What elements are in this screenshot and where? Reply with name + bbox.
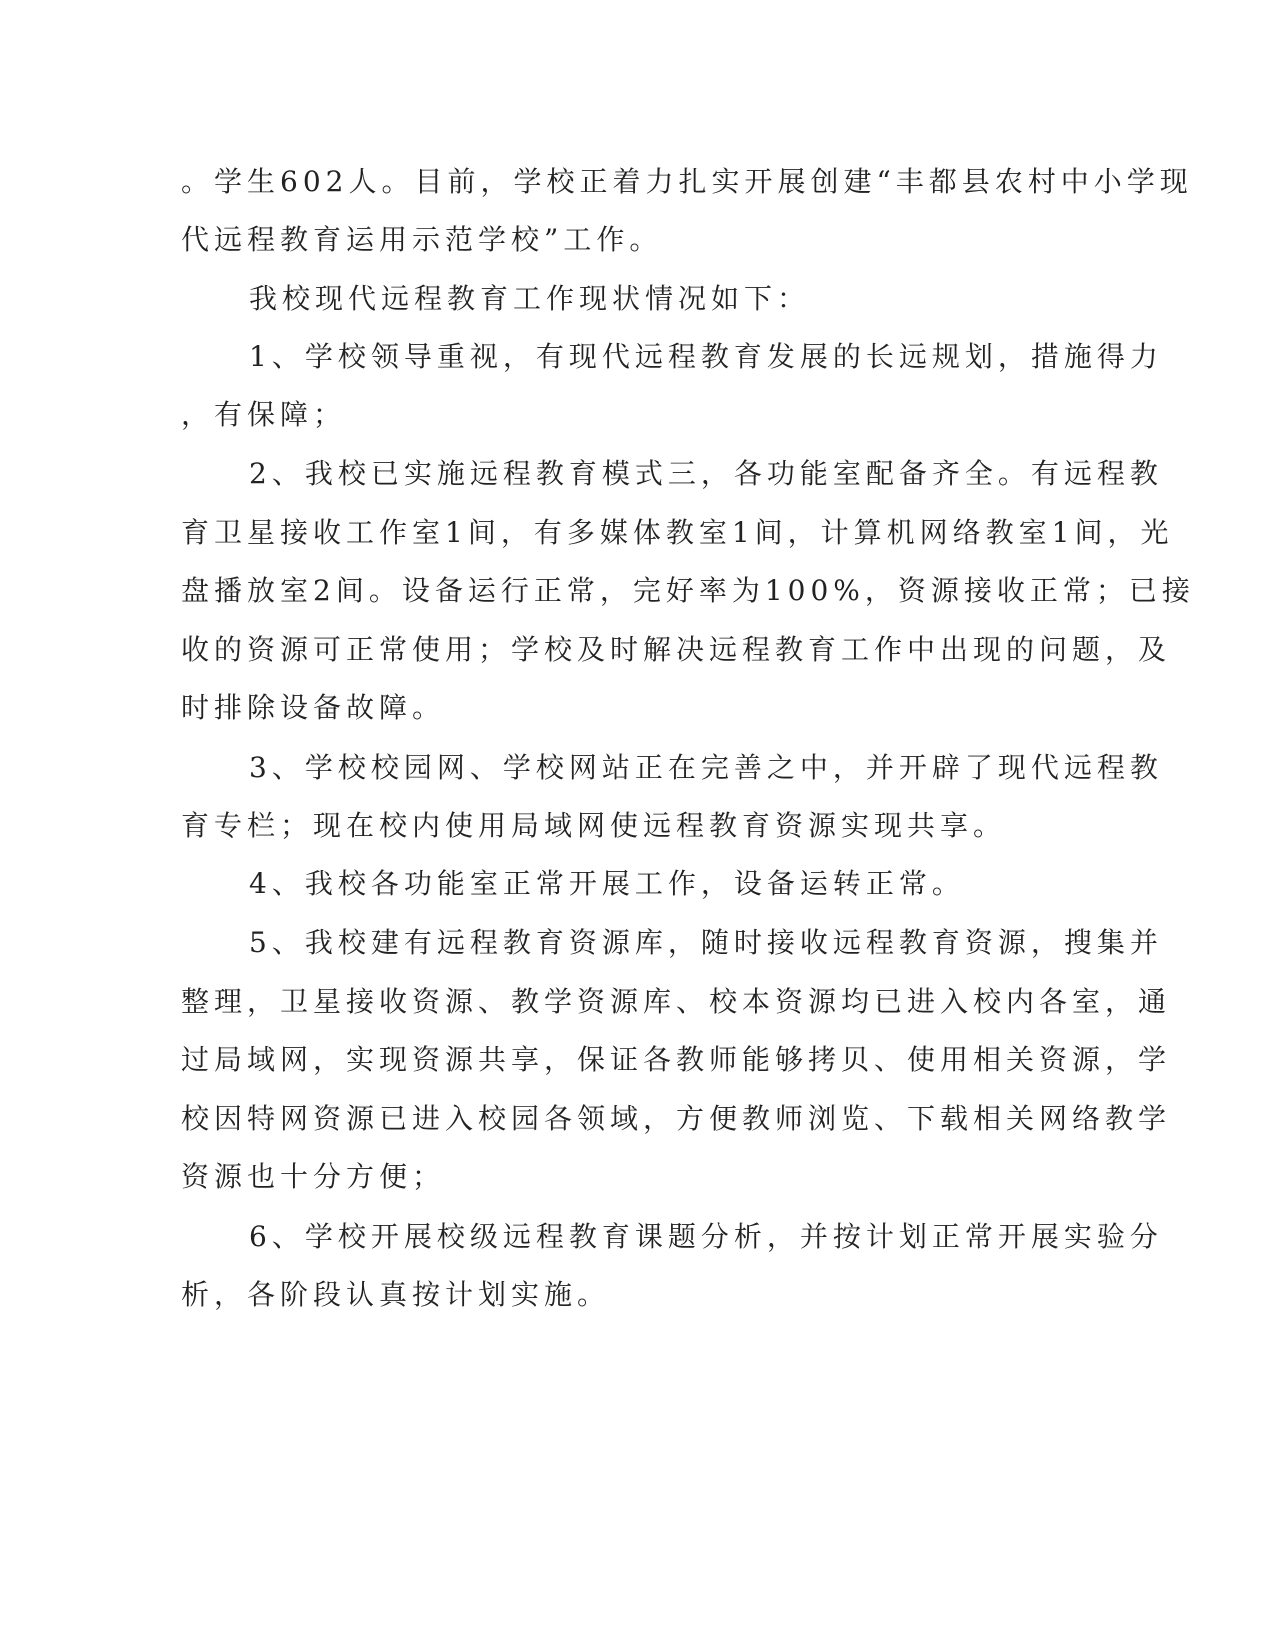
list-item-4: 4、我校各功能室正常开展工作，设备运转正常。 xyxy=(249,867,965,900)
text-line: 整理，卫星接收资源、教学资源库、校本资源均已进入校内各室，通 xyxy=(181,985,1172,1018)
list-item-3: 3、学校校园网、学校网站正在完善之中，并开辟了现代远程教 xyxy=(249,751,1163,784)
text-line: 过局域网，实现资源共享，保证各教师能够拷贝、使用相关资源，学 xyxy=(181,1043,1172,1076)
list-item-2: 2、我校已实施远程教育模式三，各功能室配备齐全。有远程教 xyxy=(249,457,1163,490)
text-line: 资源也十分方便； xyxy=(181,1160,446,1193)
list-item-5: 5、我校建有远程教育资源库，随时接收远程教育资源，搜集并 xyxy=(249,926,1163,959)
text-line: 盘播放室2间。设备运行正常，完好率为100%，资源接收正常；已接 xyxy=(181,574,1195,607)
text-line: ，有保障； xyxy=(181,398,347,431)
paragraph-intro: 我校现代远程教育工作现状情况如下： xyxy=(249,282,811,315)
text-line: 校因特网资源已进入校园各领域，方便教师浏览、下载相关网络教学 xyxy=(181,1102,1172,1135)
text-line: 代远程教育运用示范学校”工作。 xyxy=(181,223,663,256)
text-line: 育卫星接收工作室1间，有多媒体教室1间，计算机网络教室1间，光 xyxy=(181,516,1174,549)
list-item-6: 6、学校开展校级远程教育课题分析，并按计划正常开展实验分 xyxy=(249,1220,1163,1253)
text-line: 。学生602人。目前，学校正着力扎实开展创建“丰都县农村中小学现 xyxy=(181,165,1193,198)
text-line: 时排除设备故障。 xyxy=(181,691,446,724)
text-line: 收的资源可正常使用；学校及时解决远程教育工作中出现的问题，及 xyxy=(181,633,1172,666)
text-line: 析，各阶段认真按计划实施。 xyxy=(181,1278,611,1311)
list-item-1: 1、学校领导重视，有现代远程教育发展的长远规划，措施得力 xyxy=(249,340,1163,373)
text-line: 育专栏；现在校内使用局域网使远程教育资源实现共享。 xyxy=(181,809,1007,842)
